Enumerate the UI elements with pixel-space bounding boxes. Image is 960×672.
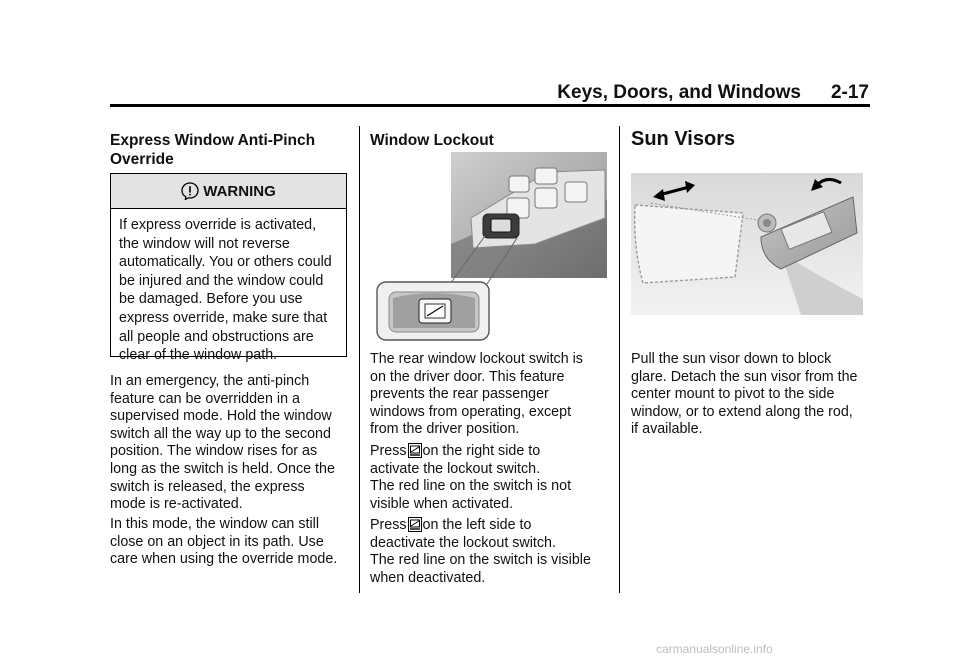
heading-line-1: Express Window Anti-Pinch [110,132,316,149]
text-line: when deactivated. [370,569,486,586]
express-override-heading [110,131,315,169]
window-lockout-heading: Window Lockout [370,132,494,149]
column-divider-2 [619,126,620,593]
text-line: windows from operating, except [370,403,572,420]
header-rule [110,104,870,107]
text-line: from the driver position. [370,421,520,438]
window-lockout-illustration [375,152,607,342]
text-line: switch is released, the express [110,478,305,495]
text-line: The red line on the switch is not [370,478,572,495]
text-line: activate the lockout switch. [370,460,541,477]
warning-line: clear of the window path. [119,347,278,364]
warning-line: express override, make sure that [119,309,328,326]
section-title: Keys, Doors, and Windows [557,82,801,103]
press-label: Press [370,517,407,533]
text-line: The rear window lockout switch is [370,351,583,367]
warning-line: automatically. You or others could [119,254,332,271]
text-line: The red line on the switch is visible [370,552,591,569]
text-line: feature can be overridden in a [110,390,300,407]
text-line: switch all the way up to the second [110,425,331,442]
override-mode-paragraph [110,516,337,569]
text-line: mode is re-activated. [110,496,243,513]
text-line: In an emergency, the anti-pinch [110,373,310,389]
lockout-description [370,351,583,439]
warning-line: the window will not reverse [119,235,290,252]
deactivate-instructions [370,517,591,587]
page-number: 2-17 [830,82,869,103]
column-divider-1 [359,126,360,593]
text-line: deactivate the lockout switch. [370,534,556,551]
lockout-switch-icon [408,517,422,532]
text-line: glare. Detach the sun visor from the [631,368,858,385]
warning-label: WARNING [203,182,276,200]
sun-visor-description [631,351,857,439]
text-line: if available. [631,421,703,438]
text-line: window, or to extend along the rod, [631,403,853,420]
press-label: Press [370,443,407,459]
text-line: Pull the sun visor down to block [631,351,832,367]
warning-header [111,174,346,209]
warning-box [110,173,347,364]
press-rest-text: on the right side to [422,443,541,459]
text-line: close on an object in its path. Use [110,533,324,550]
text-line: supervised mode. Hold the window [110,408,332,425]
sun-visor-illustration [631,173,863,315]
warning-line: all people and obstructions are [119,328,314,345]
warning-line: be injured and the window could [119,272,324,289]
text-line: on the driver door. This feature [370,368,565,385]
lockout-switch-icon [408,443,422,458]
activate-instructions [370,443,571,513]
text-line: long as the switch is held. Once the [110,460,335,477]
text-line: center mount to pivot to the side [631,386,835,403]
emergency-paragraph [110,373,335,514]
text-line: position. The window rises for as [110,443,318,460]
warning-line: If express override is activated, [119,217,317,233]
text-line: prevents the rear passenger [370,386,549,403]
heading-line-2: Override [110,151,174,168]
warning-icon [181,182,199,200]
warning-text [111,209,346,372]
text-line: In this mode, the window can still [110,516,319,532]
warning-line: be damaged. Before you use [119,291,303,308]
sun-visors-heading: Sun Visors [631,128,736,150]
press-rest-text: on the left side to [422,517,532,533]
watermark-credit: carmanualsonline.info [656,642,773,656]
text-line: care when using the override mode. [110,551,338,568]
text-line: visible when activated. [370,495,514,512]
